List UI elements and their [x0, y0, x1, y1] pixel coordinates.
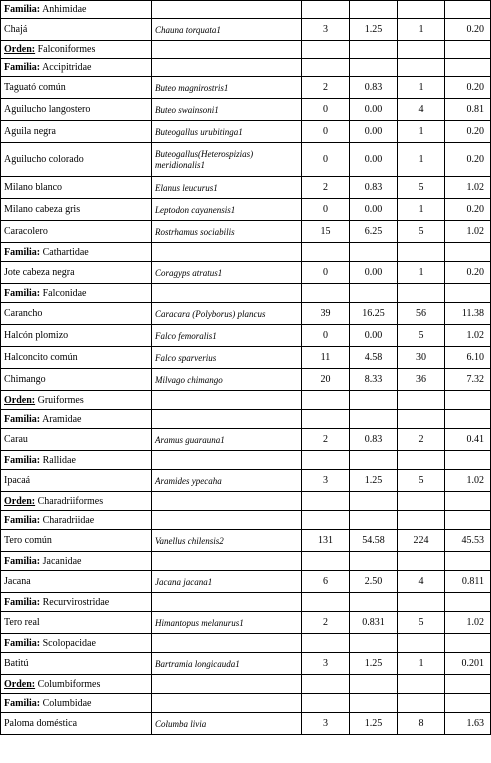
scientific-name-cell: Falco femoralis1 — [152, 325, 302, 347]
empty-cell — [350, 593, 398, 612]
empty-cell — [445, 451, 491, 470]
species-row — [1, 143, 491, 177]
value-cell-3: 4 — [398, 99, 445, 121]
scientific-name-cell: Bartramia longicauda1 — [152, 653, 302, 675]
order-name: Gruiformes — [37, 394, 84, 406]
empty-cell — [152, 694, 302, 713]
family-cell — [1, 243, 152, 262]
family-name: Jacanidae — [42, 555, 82, 567]
value-cell-1: 2 — [302, 177, 350, 199]
value-cell-1: 3 — [302, 653, 350, 675]
value-cell-2: 0.00 — [350, 262, 398, 284]
empty-cell — [445, 1, 491, 19]
value-cell-1: 20 — [302, 369, 350, 391]
order-name: Charadriiformes — [37, 495, 104, 507]
common-name-cell: Aguilucho langostero — [1, 99, 152, 121]
species-row — [1, 347, 491, 369]
value-cell-2: 54.58 — [350, 530, 398, 552]
family-prefix: Familia: — [4, 454, 41, 466]
common-name-cell: Tero real — [1, 612, 152, 634]
common-name-cell: Ipacaá — [1, 470, 152, 492]
value-cell-2: 0.831 — [350, 612, 398, 634]
family-prefix: Familia: — [4, 555, 41, 567]
family-cell — [1, 1, 152, 19]
family-row — [1, 243, 491, 262]
empty-cell — [302, 41, 350, 59]
empty-cell — [152, 1, 302, 19]
value-cell-3: 30 — [398, 347, 445, 369]
order-row — [1, 41, 491, 59]
value-cell-3: 4 — [398, 571, 445, 593]
family-name: Scolopacidae — [42, 637, 96, 649]
family-name: Rallidae — [42, 454, 76, 466]
family-cell — [1, 634, 152, 653]
order-row — [1, 391, 491, 410]
value-cell-2: 0.00 — [350, 199, 398, 221]
empty-cell — [302, 243, 350, 262]
empty-cell — [445, 492, 491, 511]
species-row — [1, 221, 491, 243]
value-cell-2: 0.83 — [350, 77, 398, 99]
family-name: Falconidae — [42, 287, 87, 299]
family-name: Columbidae — [42, 697, 92, 709]
common-name-cell: Milano cabeza gris — [1, 199, 152, 221]
value-cell-3: 1 — [398, 199, 445, 221]
value-cell-3: 5 — [398, 325, 445, 347]
common-name-cell: Carau — [1, 429, 152, 451]
value-cell-3: 1 — [398, 653, 445, 675]
family-row — [1, 593, 491, 612]
common-name-cell: Aguilucho colorado — [1, 143, 152, 177]
common-name-cell: Halcón plomizo — [1, 325, 152, 347]
scientific-name-cell: Jacana jacana1 — [152, 571, 302, 593]
empty-cell — [398, 59, 445, 77]
species-row — [1, 571, 491, 593]
empty-cell — [398, 243, 445, 262]
empty-cell — [302, 492, 350, 511]
family-name: Accipitridae — [42, 62, 92, 73]
scientific-name-cell: Falco sparverius — [152, 347, 302, 369]
value-cell-4: 0.20 — [445, 77, 491, 99]
order-row — [1, 492, 491, 511]
empty-cell — [152, 492, 302, 511]
family-name: Charadriidae — [42, 514, 95, 526]
order-prefix: Orden: — [4, 495, 36, 507]
family-row — [1, 1, 491, 19]
value-cell-4: 0.81 — [445, 99, 491, 121]
scientific-name-cell: Columba livia — [152, 713, 302, 735]
family-row — [1, 634, 491, 653]
empty-cell — [152, 593, 302, 612]
scientific-name-cell: Aramides ypecaha — [152, 470, 302, 492]
empty-cell — [398, 451, 445, 470]
value-cell-2: 0.00 — [350, 121, 398, 143]
family-name: Recurvirostridae — [42, 596, 110, 608]
order-prefix: Orden: — [4, 678, 36, 690]
value-cell-2: 1.25 — [350, 19, 398, 41]
common-name-cell: Halconcito común — [1, 347, 152, 369]
empty-cell — [302, 675, 350, 694]
value-cell-2: 0.00 — [350, 143, 398, 177]
empty-cell — [398, 1, 445, 19]
family-row — [1, 552, 491, 571]
empty-cell — [398, 552, 445, 571]
empty-cell — [398, 675, 445, 694]
value-cell-4: 11.38 — [445, 303, 491, 325]
empty-cell — [152, 284, 302, 303]
value-cell-3: 8 — [398, 713, 445, 735]
value-cell-2: 6.25 — [350, 221, 398, 243]
empty-cell — [302, 511, 350, 530]
empty-cell — [445, 593, 491, 612]
empty-cell — [152, 451, 302, 470]
value-cell-1: 6 — [302, 571, 350, 593]
family-name: Aramidae — [42, 413, 82, 425]
empty-cell — [350, 694, 398, 713]
family-cell — [1, 694, 152, 713]
common-name-cell: Carancho — [1, 303, 152, 325]
family-cell — [1, 511, 152, 530]
empty-cell — [445, 675, 491, 694]
empty-cell — [350, 59, 398, 77]
empty-cell — [398, 391, 445, 410]
value-cell-3: 224 — [398, 530, 445, 552]
species-row — [1, 77, 491, 99]
empty-cell — [350, 1, 398, 19]
common-name-cell: Jacana — [1, 571, 152, 593]
scientific-name-cell: Aramus guarauna1 — [152, 429, 302, 451]
value-cell-1: 3 — [302, 713, 350, 735]
family-prefix: Familia: — [4, 637, 41, 649]
value-cell-4: 1.02 — [445, 325, 491, 347]
value-cell-3: 5 — [398, 177, 445, 199]
empty-cell — [398, 284, 445, 303]
common-name-cell: Jote cabeza negra — [1, 262, 152, 284]
value-cell-3: 1 — [398, 77, 445, 99]
empty-cell — [350, 410, 398, 429]
value-cell-4: 0.20 — [445, 19, 491, 41]
empty-cell — [445, 634, 491, 653]
value-cell-4: 0.811 — [445, 571, 491, 593]
species-row — [1, 325, 491, 347]
value-cell-4: 1.02 — [445, 177, 491, 199]
empty-cell — [445, 511, 491, 530]
empty-cell — [302, 451, 350, 470]
value-cell-4: 1.02 — [445, 612, 491, 634]
value-cell-4: 0.20 — [445, 199, 491, 221]
value-cell-3: 5 — [398, 612, 445, 634]
species-row — [1, 530, 491, 552]
value-cell-1: 0 — [302, 325, 350, 347]
species-row — [1, 99, 491, 121]
family-cell — [1, 451, 152, 470]
empty-cell — [302, 593, 350, 612]
empty-cell — [350, 634, 398, 653]
scientific-name-cell: Buteogallus urubitinga1 — [152, 121, 302, 143]
value-cell-2: 0.83 — [350, 429, 398, 451]
value-cell-1: 0 — [302, 143, 350, 177]
scientific-name-cell: Milvago chimango — [152, 369, 302, 391]
value-cell-3: 2 — [398, 429, 445, 451]
empty-cell — [302, 284, 350, 303]
value-cell-4: 45.53 — [445, 530, 491, 552]
family-cell — [1, 593, 152, 612]
species-row — [1, 713, 491, 735]
value-cell-4: 1.02 — [445, 221, 491, 243]
family-row — [1, 284, 491, 303]
value-cell-3: 1 — [398, 143, 445, 177]
empty-cell — [398, 593, 445, 612]
empty-cell — [445, 410, 491, 429]
value-cell-2: 0.83 — [350, 177, 398, 199]
empty-cell — [152, 552, 302, 571]
empty-cell — [152, 59, 302, 77]
value-cell-3: 5 — [398, 470, 445, 492]
value-cell-1: 0 — [302, 199, 350, 221]
value-cell-1: 2 — [302, 429, 350, 451]
common-name-cell: Batitú — [1, 653, 152, 675]
species-row — [1, 177, 491, 199]
table-body — [1, 1, 491, 735]
empty-cell — [350, 492, 398, 511]
value-cell-2: 1.25 — [350, 470, 398, 492]
scientific-name-cell: Rostrhamus sociabilis — [152, 221, 302, 243]
value-cell-3: 1 — [398, 19, 445, 41]
empty-cell — [350, 391, 398, 410]
empty-cell — [398, 694, 445, 713]
species-row — [1, 262, 491, 284]
empty-cell — [350, 675, 398, 694]
common-name-cell: Taguató común — [1, 77, 152, 99]
order-prefix: Orden: — [4, 44, 36, 55]
value-cell-4: 1.63 — [445, 713, 491, 735]
empty-cell — [302, 634, 350, 653]
scientific-name-cell: Buteo magnirostris1 — [152, 77, 302, 99]
value-cell-1: 11 — [302, 347, 350, 369]
species-row — [1, 429, 491, 451]
value-cell-1: 2 — [302, 612, 350, 634]
empty-cell — [350, 243, 398, 262]
empty-cell — [152, 41, 302, 59]
family-prefix: Familia: — [4, 697, 41, 709]
family-prefix: Familia: — [4, 62, 41, 73]
species-row — [1, 19, 491, 41]
order-cell — [1, 492, 152, 511]
family-prefix: Familia: — [4, 246, 41, 258]
empty-cell — [445, 694, 491, 713]
empty-cell — [445, 552, 491, 571]
order-cell — [1, 41, 152, 59]
scientific-name-cell: Vanellus chilensis2 — [152, 530, 302, 552]
scientific-name-cell: Himantopus melanurus1 — [152, 612, 302, 634]
empty-cell — [152, 634, 302, 653]
empty-cell — [152, 410, 302, 429]
value-cell-2: 16.25 — [350, 303, 398, 325]
family-row — [1, 410, 491, 429]
species-row — [1, 470, 491, 492]
empty-cell — [152, 675, 302, 694]
value-cell-2: 1.25 — [350, 653, 398, 675]
value-cell-3: 1 — [398, 121, 445, 143]
value-cell-1: 3 — [302, 19, 350, 41]
species-row — [1, 612, 491, 634]
empty-cell — [350, 511, 398, 530]
scientific-name-cell: Buteo swainsoni1 — [152, 99, 302, 121]
family-prefix: Familia: — [4, 287, 41, 299]
scientific-name-cell: Elanus leucurus1 — [152, 177, 302, 199]
value-cell-4: 1.02 — [445, 470, 491, 492]
order-row — [1, 675, 491, 694]
empty-cell — [350, 41, 398, 59]
empty-cell — [302, 694, 350, 713]
value-cell-2: 4.58 — [350, 347, 398, 369]
empty-cell — [398, 511, 445, 530]
empty-cell — [302, 1, 350, 19]
value-cell-1: 39 — [302, 303, 350, 325]
scientific-name-cell: Chauna torquata1 — [152, 19, 302, 41]
empty-cell — [398, 410, 445, 429]
value-cell-3: 56 — [398, 303, 445, 325]
family-prefix: Familia: — [4, 596, 41, 608]
empty-cell — [445, 243, 491, 262]
value-cell-1: 3 — [302, 470, 350, 492]
value-cell-3: 5 — [398, 221, 445, 243]
family-row — [1, 59, 491, 77]
order-cell — [1, 391, 152, 410]
empty-cell — [398, 41, 445, 59]
family-name: Anhimidae — [42, 4, 87, 15]
family-row — [1, 451, 491, 470]
family-cell — [1, 410, 152, 429]
family-cell — [1, 59, 152, 77]
common-name-cell: Chajá — [1, 19, 152, 41]
scientific-name-cell: Coragyps atratus1 — [152, 262, 302, 284]
species-row — [1, 653, 491, 675]
empty-cell — [445, 391, 491, 410]
empty-cell — [302, 59, 350, 77]
order-cell — [1, 675, 152, 694]
scientific-name-cell: Buteogallus(Heterospizias) meridionalis1 — [152, 143, 302, 177]
family-name: Cathartidae — [42, 246, 89, 258]
value-cell-1: 0 — [302, 121, 350, 143]
family-prefix: Familia: — [4, 514, 41, 526]
empty-cell — [350, 552, 398, 571]
value-cell-4: 0.20 — [445, 143, 491, 177]
empty-cell — [445, 284, 491, 303]
empty-cell — [350, 284, 398, 303]
empty-cell — [445, 59, 491, 77]
family-prefix: Familia: — [4, 413, 41, 425]
empty-cell — [152, 511, 302, 530]
value-cell-1: 0 — [302, 262, 350, 284]
common-name-cell: Tero común — [1, 530, 152, 552]
empty-cell — [302, 552, 350, 571]
family-prefix: Familia: — [4, 4, 41, 15]
empty-cell — [398, 492, 445, 511]
species-row — [1, 121, 491, 143]
value-cell-3: 36 — [398, 369, 445, 391]
common-name-cell: Paloma doméstica — [1, 713, 152, 735]
value-cell-4: 0.20 — [445, 121, 491, 143]
value-cell-4: 0.41 — [445, 429, 491, 451]
empty-cell — [398, 634, 445, 653]
order-name: Columbiformes — [37, 678, 101, 690]
value-cell-2: 0.00 — [350, 325, 398, 347]
common-name-cell: Caracolero — [1, 221, 152, 243]
family-cell — [1, 284, 152, 303]
species-row — [1, 199, 491, 221]
species-row — [1, 303, 491, 325]
value-cell-2: 2.50 — [350, 571, 398, 593]
value-cell-2: 8.33 — [350, 369, 398, 391]
empty-cell — [152, 391, 302, 410]
value-cell-1: 0 — [302, 99, 350, 121]
common-name-cell: Milano blanco — [1, 177, 152, 199]
value-cell-4: 0.20 — [445, 262, 491, 284]
empty-cell — [302, 410, 350, 429]
value-cell-4: 6.10 — [445, 347, 491, 369]
order-name: Falconiformes — [37, 44, 96, 55]
common-name-cell: Chimango — [1, 369, 152, 391]
value-cell-1: 15 — [302, 221, 350, 243]
value-cell-4: 7.32 — [445, 369, 491, 391]
species-row — [1, 369, 491, 391]
scientific-name-cell: Leptodon cayanensis1 — [152, 199, 302, 221]
empty-cell — [302, 391, 350, 410]
scientific-name-cell: Caracara (Polyborus) plancus — [152, 303, 302, 325]
empty-cell — [350, 451, 398, 470]
order-prefix: Orden: — [4, 394, 36, 406]
value-cell-4: 0.201 — [445, 653, 491, 675]
value-cell-2: 0.00 — [350, 99, 398, 121]
family-cell — [1, 552, 152, 571]
common-name-cell: Aguila negra — [1, 121, 152, 143]
family-row — [1, 694, 491, 713]
empty-cell — [445, 41, 491, 59]
value-cell-3: 1 — [398, 262, 445, 284]
value-cell-1: 131 — [302, 530, 350, 552]
empty-cell — [152, 243, 302, 262]
family-row — [1, 511, 491, 530]
value-cell-2: 1.25 — [350, 713, 398, 735]
value-cell-1: 2 — [302, 77, 350, 99]
